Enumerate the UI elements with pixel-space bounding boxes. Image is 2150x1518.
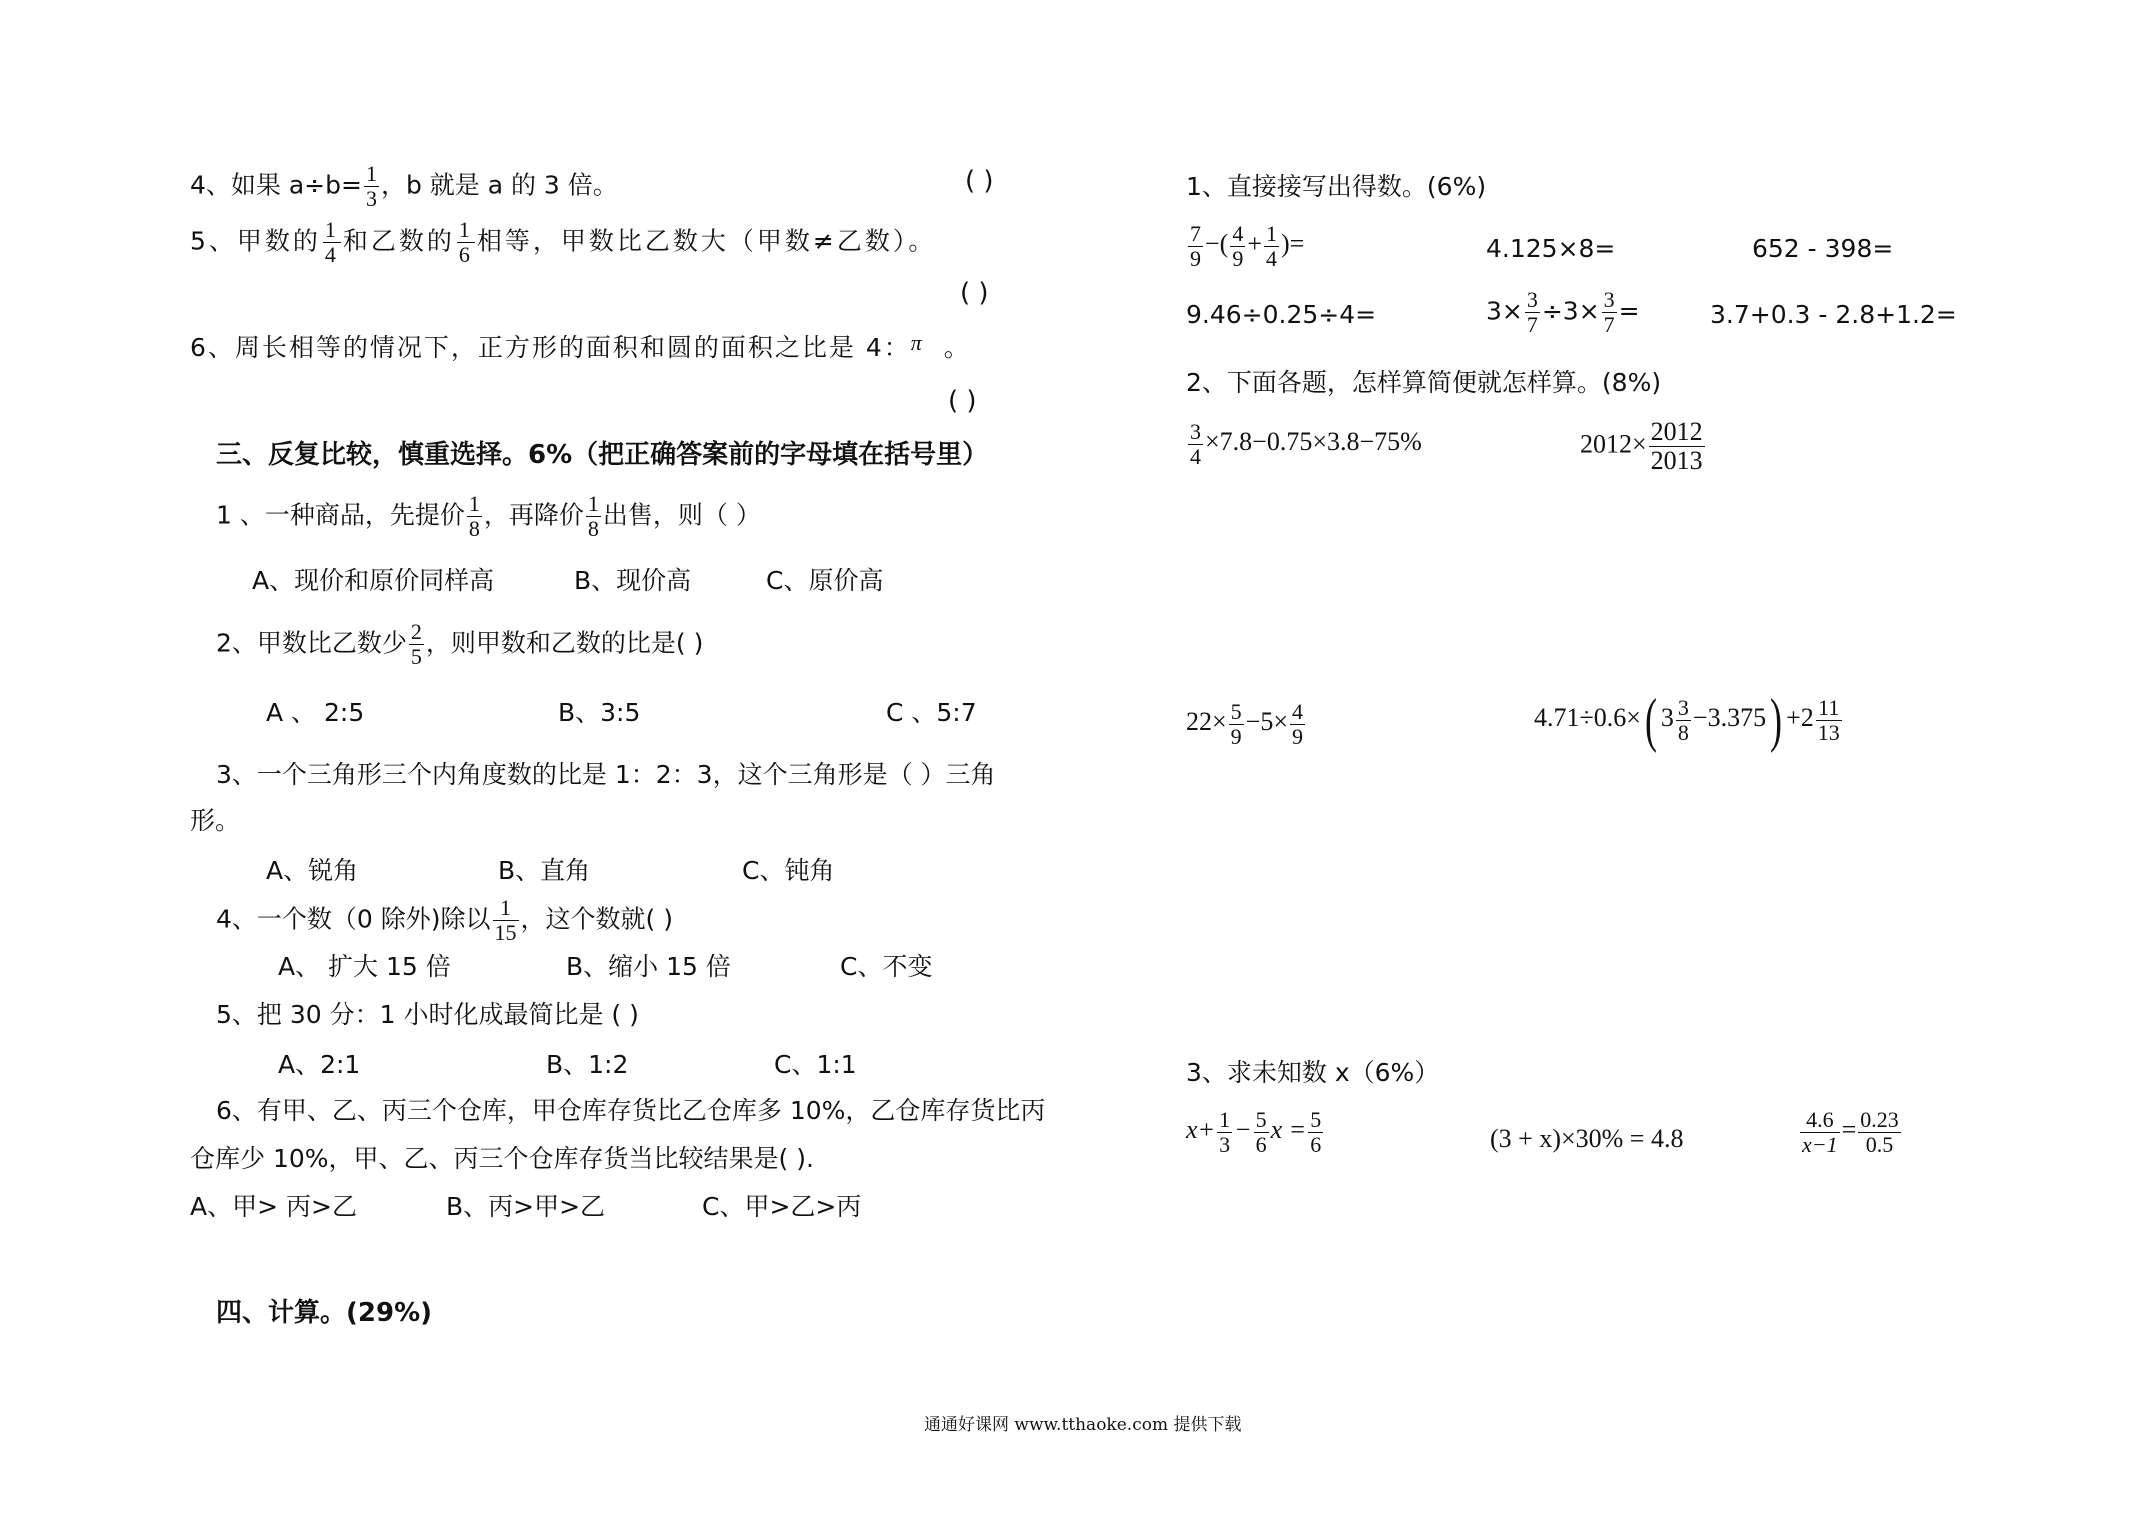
p2-expr-3 [1186, 700, 1307, 749]
p1e5-end: = [1618, 296, 1640, 326]
s3q5-option-b[interactable]: B、1:2 [546, 1050, 629, 1079]
q5-fraction-2: $\frac{1}{6}$ [458, 217, 473, 267]
p2e3-frac-1: $\frac{5}{9}$ [1230, 699, 1242, 749]
p2e4-plus: +2 [1786, 702, 1814, 732]
section4-title: 四、计算。(29%) [216, 1298, 432, 1328]
p3e1-x: x+ [1186, 1115, 1216, 1145]
p3e3-frac-2: $\frac{0.23}{0.5}$ [1860, 1107, 1899, 1157]
s3q4-option-b[interactable]: B、缩小 15 倍 [566, 952, 731, 981]
p3e1-frac-3: $\frac{5}{6}$ [1310, 1107, 1322, 1157]
s3q2-option-c[interactable]: C 、5:7 [886, 698, 977, 727]
p2e3-pre: 22× [1186, 707, 1227, 737]
p1-expr-4: 9.46÷0.25÷4= [1186, 300, 1377, 329]
p3e1-x2: x = [1270, 1115, 1307, 1145]
s3q6-option-b[interactable]: B、丙>甲>乙 [446, 1192, 606, 1221]
p2e4-mid: −3.375 [1692, 702, 1767, 732]
q5-answer-blank[interactable]: ( ) [960, 278, 989, 308]
p2e2-frac: $\frac{2012}{2013}$ [1650, 417, 1703, 476]
p2e4-frac-2: $\frac{11}{13}$ [1817, 694, 1840, 745]
p1e1-frac-2: $\frac{4}{9}$ [1232, 221, 1244, 271]
q4-fraction: $\frac{1}{3}$ [365, 161, 377, 211]
s3q2-pre: 2、甲数比乙数少 [216, 628, 407, 658]
p3e3-equals: = [1841, 1115, 1857, 1145]
s3q1-post: 出售，则（ ） [602, 500, 761, 530]
section3-title: 三、反复比较，慎重选择。6%（把正确答案前的字母填在括号里） [216, 440, 989, 470]
p2e2-pre: 2012× [1580, 429, 1647, 459]
s3q1-pre: 1 、一种商品，先提价 [216, 500, 465, 530]
p1e1-plus: + [1247, 229, 1262, 259]
p2-expr-1 [1186, 420, 1422, 469]
s3q6-line2: 仓库少 10%，甲、乙、丙三个仓库存货当比较结果是( ). [190, 1144, 814, 1173]
s3q3-line1: 3、一个三角形三个内角度数的比是 1：2：3，这个三角形是（ ）三角 [216, 760, 996, 789]
s3q3-line2: 形。 [190, 806, 241, 835]
s3q3-option-b[interactable]: B、直角 [498, 856, 591, 885]
p3e3-frac-1: $\frac{4.6}{x-1}$ [1802, 1107, 1838, 1157]
p1e5-mid: ÷3× [1541, 296, 1600, 326]
s3q2-fraction: $\frac{2}{5}$ [410, 619, 422, 669]
s3q1-fraction-1: $\frac{1}{8}$ [468, 491, 480, 541]
s3q1-option-c[interactable]: C、原价高 [766, 566, 884, 595]
s3q1-option-b[interactable]: B、现价高 [574, 566, 692, 595]
s3q2-post: ，则甲数和乙数的比是( ) [425, 628, 704, 658]
p1e5-pre: 3× [1486, 296, 1523, 326]
s3q3-option-c[interactable]: C、钝角 [742, 856, 835, 885]
p1e1-minus: −( [1205, 229, 1229, 259]
part1-title: 1、直接接写出得数。(6%) [1186, 172, 1487, 201]
s3q4-pre: 4、一个数（0 除外)除以 [216, 904, 491, 934]
s3q4-post: ，这个数就( ) [520, 904, 673, 934]
s3q6-option-c[interactable]: C、甲>乙>丙 [702, 1192, 862, 1221]
s3q4-option-c[interactable]: C、不变 [840, 952, 933, 981]
s3q1-fraction-2: $\frac{1}{8}$ [587, 491, 599, 541]
pi-symbol: π [910, 330, 924, 355]
p1e5-frac-2: $\frac{3}{7}$ [1603, 287, 1615, 337]
p1-expr-3: 652 - 398= [1752, 234, 1894, 263]
q5-mid: 和乙数的 [342, 226, 455, 256]
p2e3-frac-2: $\frac{4}{9}$ [1292, 699, 1303, 749]
q5-fraction-1: $\frac{1}{4}$ [324, 217, 339, 267]
s3q5-option-a[interactable]: A、2:1 [278, 1050, 361, 1079]
p3-expr-2: (3 + x)×30% = 4.8 [1490, 1124, 1684, 1153]
q6-post: 。 [943, 333, 971, 362]
section3-q4 [216, 896, 673, 945]
p3-expr-3 [1798, 1108, 1903, 1157]
p2e4-right-paren: ) [1770, 687, 1783, 753]
p1e1-end: )= [1281, 229, 1305, 259]
p3-expr-1 [1186, 1108, 1325, 1157]
section3-q2 [216, 620, 703, 669]
p2e4-pre: 4.71÷0.6× [1534, 702, 1641, 732]
p1-expr-6: 3.7+0.3 - 2.8+1.2= [1710, 300, 1957, 329]
s3q6-option-a[interactable]: A、甲> 丙>乙 [190, 1192, 357, 1221]
footer-source: 通通好课网 www.tthaoke.com 提供下载 [924, 1415, 1242, 1435]
p2e4-frac-1: $\frac{3}{8}$ [1677, 694, 1689, 745]
s3q4-fraction: $\frac{1}{15}$ [494, 895, 517, 945]
p1-expr-5 [1486, 288, 1640, 337]
q6-pre: 6、周长相等的情况下，正方形的面积和圆的面积之比是 4： [190, 333, 911, 362]
s3q1-option-a[interactable]: A、现价和原价同样高 [252, 566, 495, 595]
s3q1-mid: ，再降价 [483, 500, 584, 530]
s3q2-option-b[interactable]: B、3:5 [558, 698, 641, 727]
s3q6-line1: 6、有甲、乙、丙三个仓库，甲仓库存货比乙仓库多 10%，乙仓库存货比丙 [216, 1096, 1046, 1125]
p2e3-mid: −5× [1245, 707, 1288, 737]
judgement-q5 [190, 218, 936, 267]
s3q4-option-a[interactable]: A、 扩大 15 倍 [278, 952, 451, 981]
q4-pre: 4、如果 a÷b= [190, 170, 362, 200]
section3-q1 [216, 492, 761, 541]
part2-title: 2、下面各题，怎样算简便就怎样算。(8%) [1186, 368, 1662, 397]
p2e1-frac: $\frac{3}{4}$ [1190, 419, 1201, 469]
p1e1-frac-3: $\frac{1}{4}$ [1266, 221, 1277, 271]
q5-pre: 5、甲数的 [190, 226, 321, 256]
s3q3-option-a[interactable]: A、锐角 [266, 856, 359, 885]
p2e1-rest: ×7.8−0.75×3.8−75% [1205, 427, 1422, 457]
p1e1-frac-1: $\frac{7}{9}$ [1190, 221, 1201, 271]
q6-answer-blank[interactable]: ( ) [948, 386, 977, 416]
p3e1-frac-1: $\frac{1}{3}$ [1219, 1107, 1231, 1157]
s3q2-option-a[interactable]: A 、 2:5 [266, 698, 365, 727]
s3q5-text: 5、把 30 分：1 小时化成最简比是 ( ) [216, 1000, 639, 1029]
q4-post: ，b 就是 a 的 3 倍。 [380, 170, 618, 200]
q5-post: 相等，甲数比乙数大（甲数≠乙数）。 [476, 226, 937, 256]
judgement-q6 [190, 332, 971, 360]
s3q5-option-c[interactable]: C、1:1 [774, 1050, 857, 1079]
p1-expr-2: 4.125×8= [1486, 234, 1616, 263]
p3e1-frac-2: $\frac{5}{6}$ [1255, 1107, 1267, 1157]
p2e4-left-paren: ( [1644, 687, 1657, 753]
p1e5-frac-1: $\frac{3}{7}$ [1526, 287, 1538, 337]
part3-title: 3、求未知数 x（6%） [1186, 1058, 1440, 1087]
p2-expr-2 [1580, 418, 1707, 475]
p1-expr-1 [1186, 222, 1304, 271]
q4-answer-blank[interactable]: ( ) [965, 166, 994, 196]
judgement-q4 [190, 162, 618, 211]
p3e1-minus: − [1234, 1115, 1252, 1145]
p2-expr-4 [1534, 687, 1844, 753]
p2e4-whole: 3 [1660, 702, 1674, 732]
